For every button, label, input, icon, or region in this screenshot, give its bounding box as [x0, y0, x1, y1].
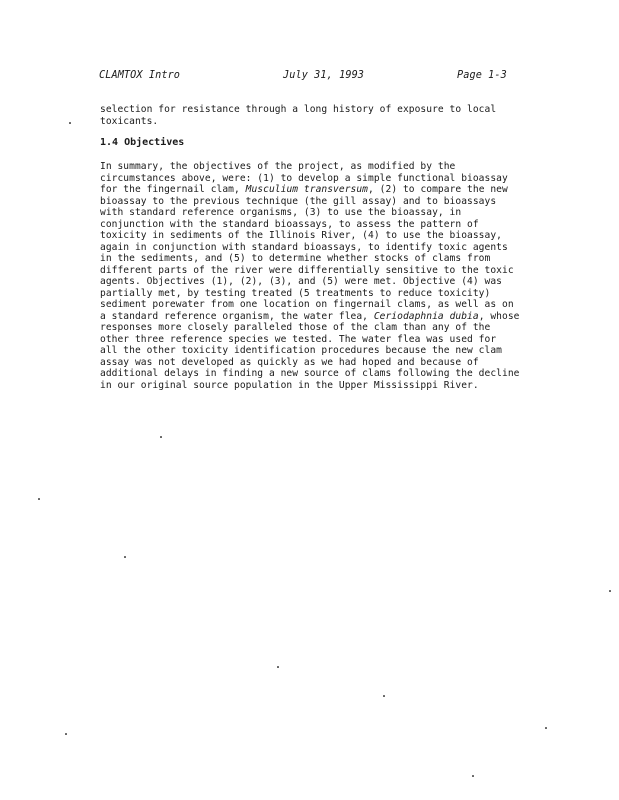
scan-speck: [609, 590, 611, 592]
paragraph-line: all the other toxicity identification procedures because the new clam: [100, 345, 502, 356]
paragraph-line: partially met, by testing treated (5 treatments to reduce toxicity): [100, 287, 491, 299]
paragraph-line: conjunction with the standard bioassays, to assess the pattern of: [100, 218, 479, 230]
paragraph-line: in our original source population in the Upper Mississippi River.: [100, 379, 479, 391]
paragraph-line: different parts of the river were differentially sensitive to the toxic: [100, 264, 514, 276]
scan-speck: [69, 122, 71, 124]
intro-line: toxicants.: [100, 116, 159, 127]
paragraph-line: bioassay to the previous technique (the gill assay) and to bioassays: [100, 195, 497, 207]
scan-speck: [124, 556, 126, 558]
paragraph-line: In summary, the objectives of the project, as modified by the: [100, 161, 456, 172]
header-date: July 31, 1993: [283, 70, 365, 81]
section-heading: 1.4 Objectives: [100, 137, 185, 148]
paragraph-line: [100, 184, 508, 195]
scan-speck: [38, 498, 40, 500]
paragraph-line: agents. Objectives (1), (2), (3), and (5) were met. Objective (4) was: [100, 276, 502, 287]
paragraph-line: [100, 311, 520, 322]
paragraph-line: additional delays in finding a new source of clams following the decline: [100, 368, 520, 379]
paragraph-line: assay was not developed as quickly as we had hoped and because of: [100, 356, 479, 368]
species-name-musculium: Musculium transversum: [245, 184, 369, 195]
header-document-title: CLAMTOX Intro: [99, 70, 181, 81]
paragraph-line: in the sediments, and (5) to determine whether stocks of clams from: [100, 253, 491, 264]
paragraph-line: again in conjunction with standard bioassays, to identify toxic agents: [100, 241, 508, 253]
intro-line: selection for resistance through a long history of exposure to local: [100, 104, 497, 115]
header-page-number: Page 1-3: [457, 70, 507, 81]
paragraph-line: sediment porewater from one location on fingernail clams, as well as on: [100, 299, 514, 310]
line-text: for the fingernail clam,: [100, 184, 246, 195]
species-name-ceriodaphnia: Ceriodaphnia dubia: [373, 310, 479, 322]
paragraph-line: circumstances above, were: (1) to develop a simple functional bioassay: [100, 172, 508, 184]
scan-speck: [160, 436, 162, 438]
scan-speck: [65, 733, 67, 735]
scan-speck: [383, 695, 385, 697]
scan-speck: [545, 727, 547, 729]
scan-speck: [277, 666, 279, 668]
line-text: a standard reference organism, the water flea,: [100, 310, 374, 322]
paragraph-line: responses more closely paralleled those of the clam than any of the: [100, 322, 491, 333]
scan-speck: [472, 775, 474, 777]
paragraph-line: toxicity in sediments of the Illinois River, (4) to use the bioassay,: [100, 230, 502, 241]
paragraph-line: other three reference species we tested. The water flea was used for: [100, 333, 497, 345]
line-text: , whose: [478, 310, 520, 322]
paragraph-line: with standard reference organisms, (3) to use the bioassay, in: [100, 207, 462, 218]
line-text: , (2) to compare the new: [368, 184, 508, 195]
